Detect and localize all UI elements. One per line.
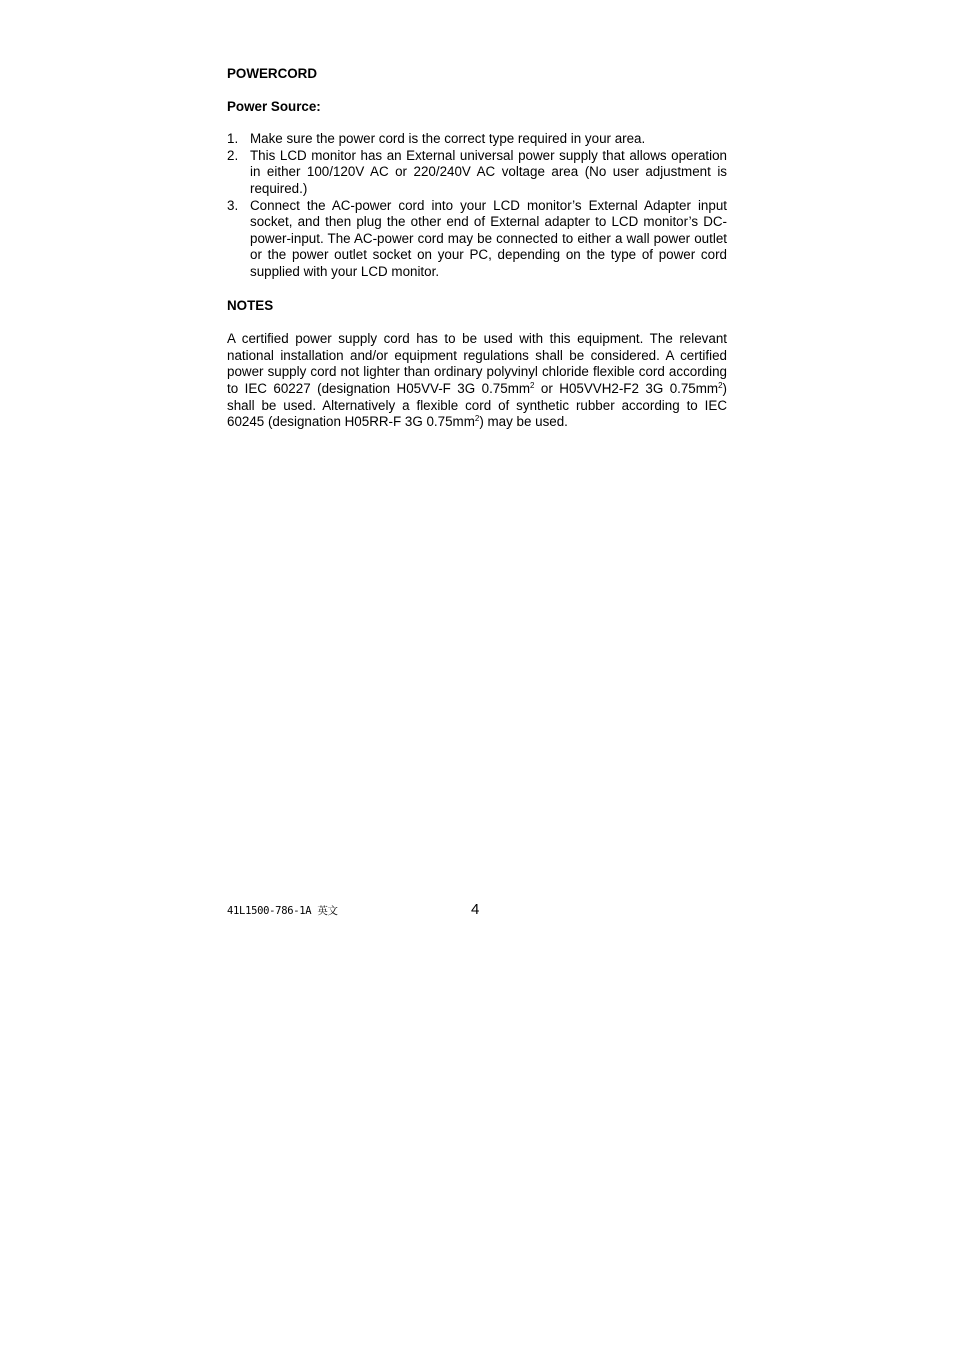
step-number: 1. <box>227 131 239 147</box>
step-item <box>227 148 727 198</box>
step-item <box>227 198 727 281</box>
step-text: Connect the AC-power cord into your LCD monitor’s External Adapter input socket, and then plug the other end of External adapter to LCD monitor’s DC-power-input. The AC-power cord may be connected to either a wall power outlet or the power outlet socket on your PC, depending on the type of power cord supplied with your LCD monitor. <box>250 197 727 279</box>
step-number: 2. <box>227 147 239 163</box>
notes-paragraph <box>227 331 727 431</box>
superscript: 2 <box>530 380 535 390</box>
step-item <box>227 131 727 148</box>
step-text: This LCD monitor has an External universal power supply that allows operation in either 100/120V AC or 220/240V AC voltage area (No user adjustment is required.) <box>250 147 727 196</box>
step-number: 3. <box>227 197 239 213</box>
superscript: 2 <box>474 414 480 424</box>
document-body <box>227 66 727 431</box>
subsection-title-power-source: Power Source: <box>227 98 321 114</box>
step-text: Make sure the power cord is the correct type required in your area. <box>250 131 646 147</box>
section-title-powercord: POWERCORD <box>227 66 318 81</box>
notes-text: or H05VVH2-F2 3G 0.75mm <box>534 380 719 396</box>
section-title-notes: NOTES <box>227 297 274 313</box>
superscript: 2 <box>718 380 723 390</box>
notes-text: ) shall be used. Alternatively a flexible cord of synthetic rubber according to IEC 60245 (designation H05RR-F 3G 0.75mm <box>227 380 727 430</box>
footer-document-code: 41L1500-786-1A 英文 <box>227 905 338 917</box>
notes-text: A certified power supply cord has to be used with this equipment. The relevant national installation and/or equipment regulations shall be considered. A certified power supply cord not lighter than ordinary polyvinyl chloride flexible cord according to IEC 60227 (designation H05VV-F 3G 0.75mm <box>227 331 727 396</box>
page-number: 4 <box>471 901 480 918</box>
notes-text: ) may be used. <box>479 414 568 430</box>
power-source-steps <box>227 131 727 280</box>
